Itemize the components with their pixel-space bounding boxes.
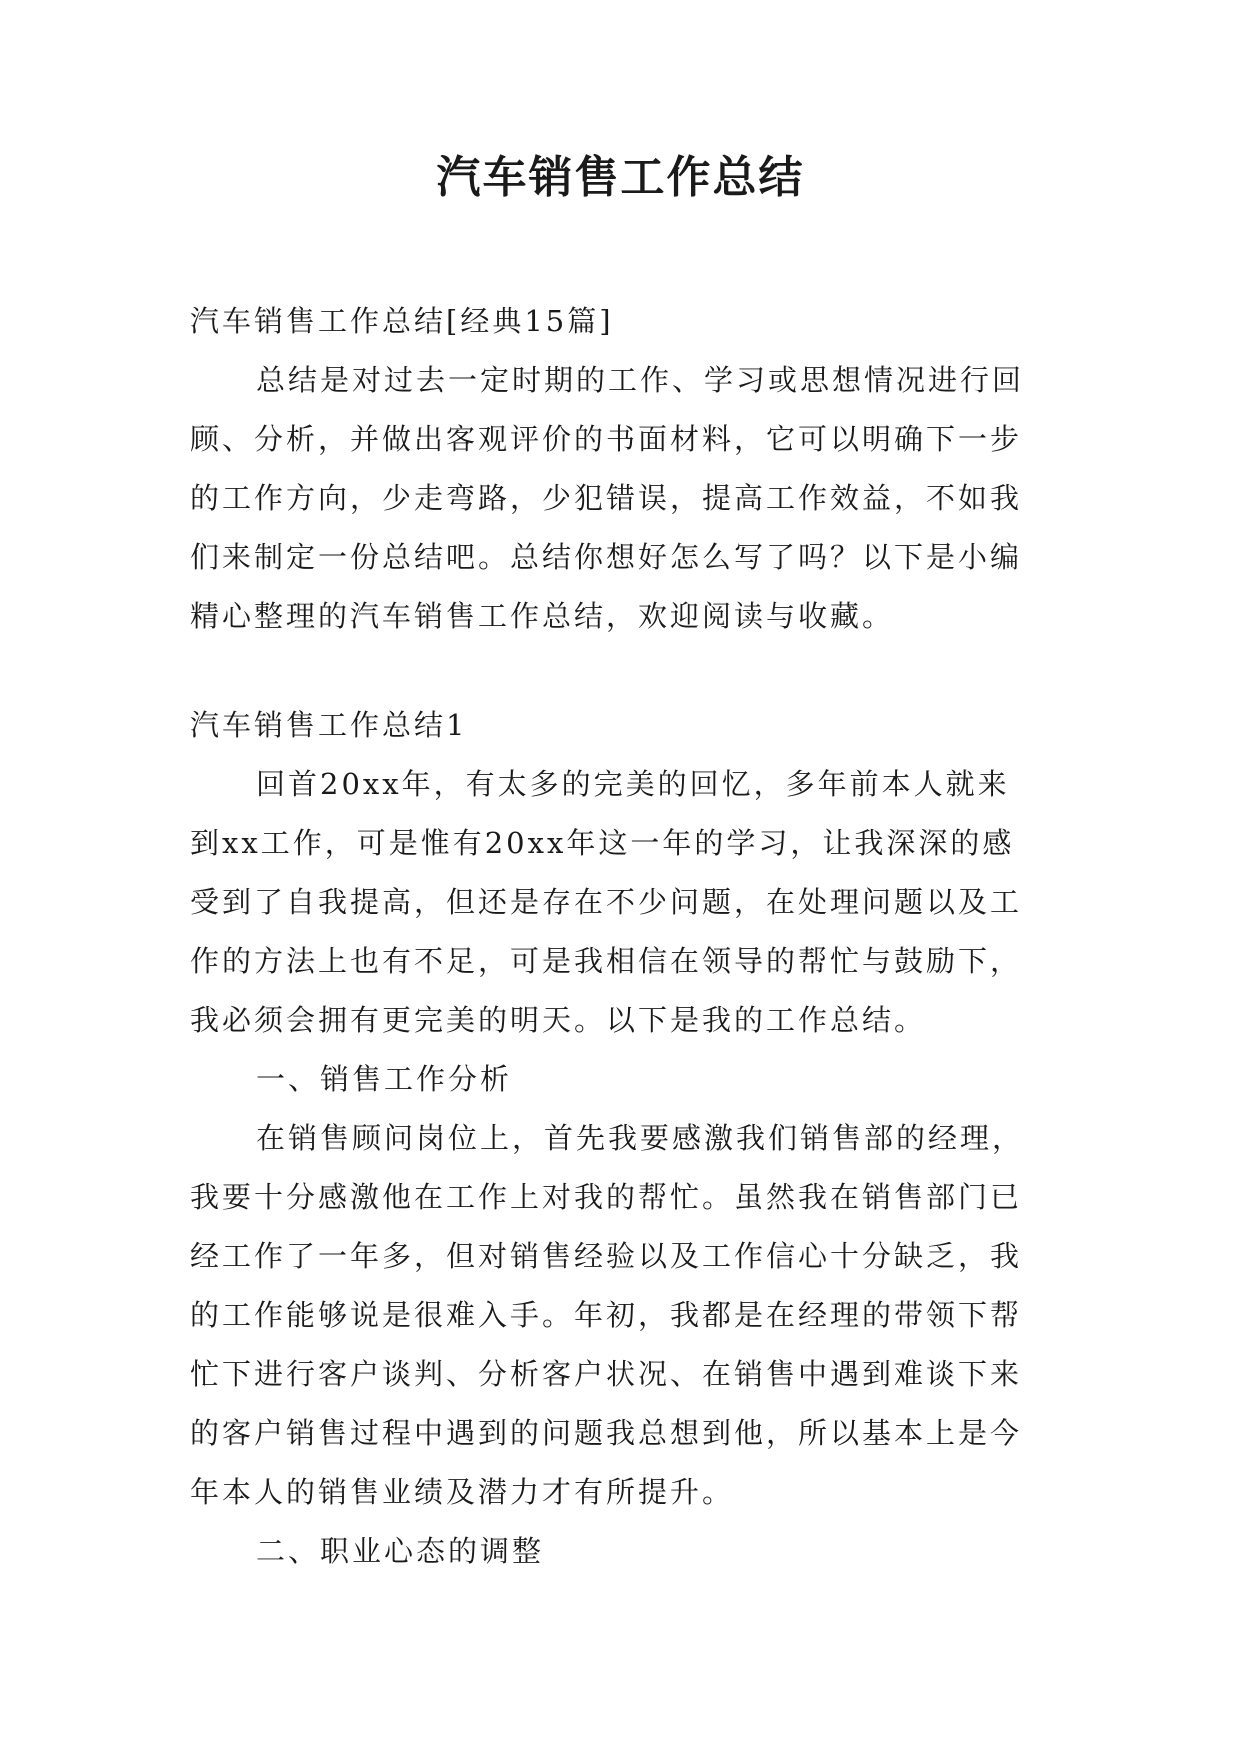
part1-heading: 一、销售工作分析: [256, 1062, 513, 1096]
intro-paragraph: [190, 351, 1070, 646]
section-spacer: [190, 646, 1070, 696]
paragraph-line: 精心整理的汽车销售工作总结，欢迎阅读与收藏。: [190, 599, 895, 633]
document-body: [190, 292, 1070, 1581]
paragraph-line: 受到了自我提高，但还是存在不少问题，在处理问题以及工: [190, 885, 1023, 919]
paragraph-line: 我必须会拥有更完美的明天。以下是我的工作总结。: [190, 1003, 927, 1037]
paragraph-line: 在销售顾问岗位上，首先我要感激我们销售部的经理，: [256, 1121, 1025, 1155]
document-title: 汽车销售工作总结: [436, 152, 805, 203]
paragraph-line: 顾、分析，并做出客观评价的书面材料，它可以明确下一步: [190, 422, 1023, 456]
paragraph-line: 的工作方向，少走弯路，少犯错误，提高工作效益，不如我: [190, 481, 1023, 515]
paragraph-line: 经工作了一年多，但对销售经验以及工作信心十分缺乏，我: [190, 1239, 1023, 1273]
paragraph-line: 到xx工作，可是惟有20xx年这一年的学习，让我深深的感: [190, 826, 1015, 860]
paragraph-line: 年本人的销售业绩及潜力才有所提升。: [190, 1475, 735, 1509]
paragraph-line: 的客户销售过程中遇到的问题我总想到他，所以基本上是今: [190, 1416, 1023, 1450]
paragraph-line: 的工作能够说是很难入手。年初，我都是在经理的带领下帮: [190, 1298, 1023, 1332]
paragraph-line: 我要十分感激他在工作上对我的帮忙。虽然我在销售部门已: [190, 1180, 1023, 1214]
section1-paragraph: [190, 755, 1070, 1050]
section-heading: 汽车销售工作总结1: [190, 708, 468, 742]
paragraph-line: 总结是对过去一定时期的工作、学习或思想情况进行回: [256, 363, 1025, 397]
paragraph-line: 回首20xx年，有太多的完美的回忆，多年前本人就来: [256, 767, 1010, 801]
paragraph-line: 作的方法上也有不足，可是我相信在领导的帮忙与鼓励下，: [190, 944, 1023, 978]
paragraph-line: 忙下进行客户谈判、分析客户状况、在销售中遇到难谈下来: [190, 1357, 1023, 1391]
document-subtitle: 汽车销售工作总结[经典15篇]: [190, 304, 614, 338]
paragraph-line: 们来制定一份总结吧。总结你想好怎么写了吗？以下是小编: [190, 540, 1023, 574]
part2-heading: 二、职业心态的调整: [256, 1534, 545, 1568]
part1-paragraph: [190, 1109, 1070, 1522]
